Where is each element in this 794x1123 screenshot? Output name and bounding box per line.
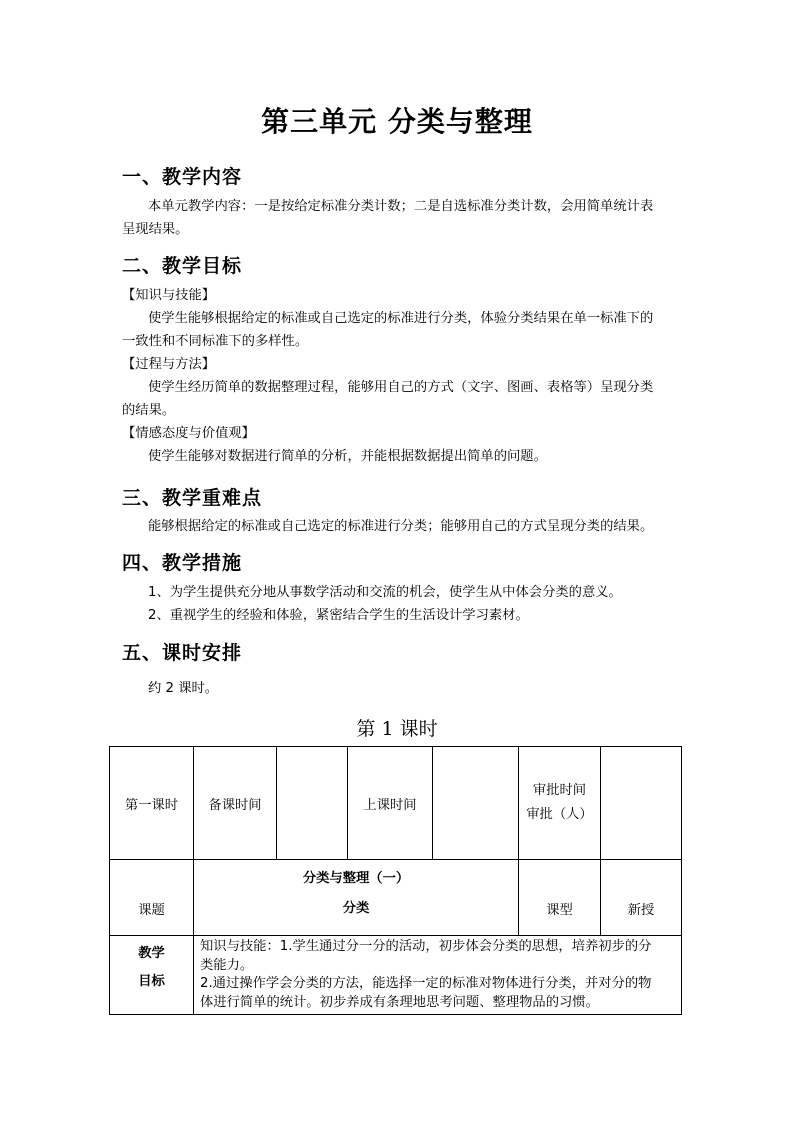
class-time-value xyxy=(433,747,519,860)
section-1-body xyxy=(122,195,678,241)
schedule-line: 约 2 课时。 xyxy=(148,681,219,696)
section-1-line-1: 本单元教学内容：一是按给定标准分类计数；二是自选标准分类计数，会用简单统计表 xyxy=(148,199,654,214)
section-5-heading: 五、课时安排 xyxy=(122,642,243,664)
objective-line-4: 体进行简单的统计。初步养成有条理地思考问题、整理物品的习惯。 xyxy=(200,994,599,1010)
objectives-label-1: 教学 xyxy=(138,946,165,961)
table-row-objectives xyxy=(110,936,682,1015)
section-3-heading: 三、教学重难点 xyxy=(122,487,263,509)
prep-time-label: 备课时间 xyxy=(194,747,277,860)
lesson-plan-table xyxy=(109,746,682,1015)
section-4-heading: 四、教学措施 xyxy=(122,552,243,574)
measure-item-1: 1、为学生提供充分地从事数学活动和交流的机会，使学生从中体会分类的意义。 xyxy=(148,585,622,600)
knowledge-label: 【知识与技能】 xyxy=(122,288,216,303)
lesson-type-value: 新授 xyxy=(601,860,682,936)
section-5-body xyxy=(122,677,678,700)
objective-line-3: 2.通过操作学会分类的方法，能选择一定的标准对物体进行分类，并对分的物 xyxy=(200,976,652,991)
lesson-number-cell: 第一课时 xyxy=(110,747,194,860)
section-1-line-2: 呈现结果。 xyxy=(122,222,189,237)
class-time-label: 上课时间 xyxy=(348,747,433,860)
section-2-heading: 二、教学目标 xyxy=(122,255,243,277)
section-3-body xyxy=(122,515,678,538)
lesson-type-label: 课型 xyxy=(519,860,601,936)
table-row-topic xyxy=(110,860,682,936)
objective-line-1: 知识与技能：1.学生通过分一分的活动，初步体会分类的思想，培养初步的分 xyxy=(200,939,652,954)
process-label: 【过程与方法】 xyxy=(122,357,216,372)
objectives-label-2: 目标 xyxy=(138,974,165,989)
section-3-line-1: 能够根据给定的标准或自己选定的标准进行分类；能够用自己的方式呈现分类的结果。 xyxy=(148,519,654,534)
objective-line-2: 类能力。 xyxy=(200,957,254,973)
knowledge-line-2: 一致性和不同标准下的多样性。 xyxy=(122,334,309,349)
section-2-body xyxy=(122,284,678,468)
approver-label: 审批（人） xyxy=(526,807,593,822)
approval-time-label: 审批时间 xyxy=(532,783,587,798)
lesson-title: 第 1 课时 xyxy=(356,718,438,740)
topic-label: 课题 xyxy=(110,860,194,936)
topic-subtitle: 分类 xyxy=(342,901,370,916)
prep-time-value xyxy=(277,747,348,860)
topic-title: 分类与整理（一） xyxy=(302,871,410,886)
document-title: 第三单元 分类与整理 xyxy=(261,105,533,138)
objectives-content xyxy=(194,936,682,1015)
objectives-label xyxy=(110,936,194,1015)
approval-value xyxy=(601,747,682,860)
process-line-1: 使学生经历简单的数据整理过程，能够用自己的方式（文字、图画、表格等）呈现分类 xyxy=(148,380,654,395)
approval-cell xyxy=(519,747,601,860)
topic-cell xyxy=(194,860,519,936)
measure-item-2: 2、重视学生的经验和体验，紧密结合学生的生活设计学习素材。 xyxy=(148,608,529,623)
emotion-line-1: 使学生能够对数据进行简单的分析，并能根据数据提出简单的问题。 xyxy=(148,449,547,464)
table-row-header xyxy=(110,747,682,860)
knowledge-line-1: 使学生能够根据给定的标准或自己选定的标准进行分类，体验分类结果在单一标准下的 xyxy=(148,311,654,326)
section-1-heading: 一、教学内容 xyxy=(122,166,243,188)
section-4-body xyxy=(122,581,678,627)
process-line-2: 的结果。 xyxy=(122,403,176,418)
emotion-label: 【情感态度与价值观】 xyxy=(122,426,255,441)
